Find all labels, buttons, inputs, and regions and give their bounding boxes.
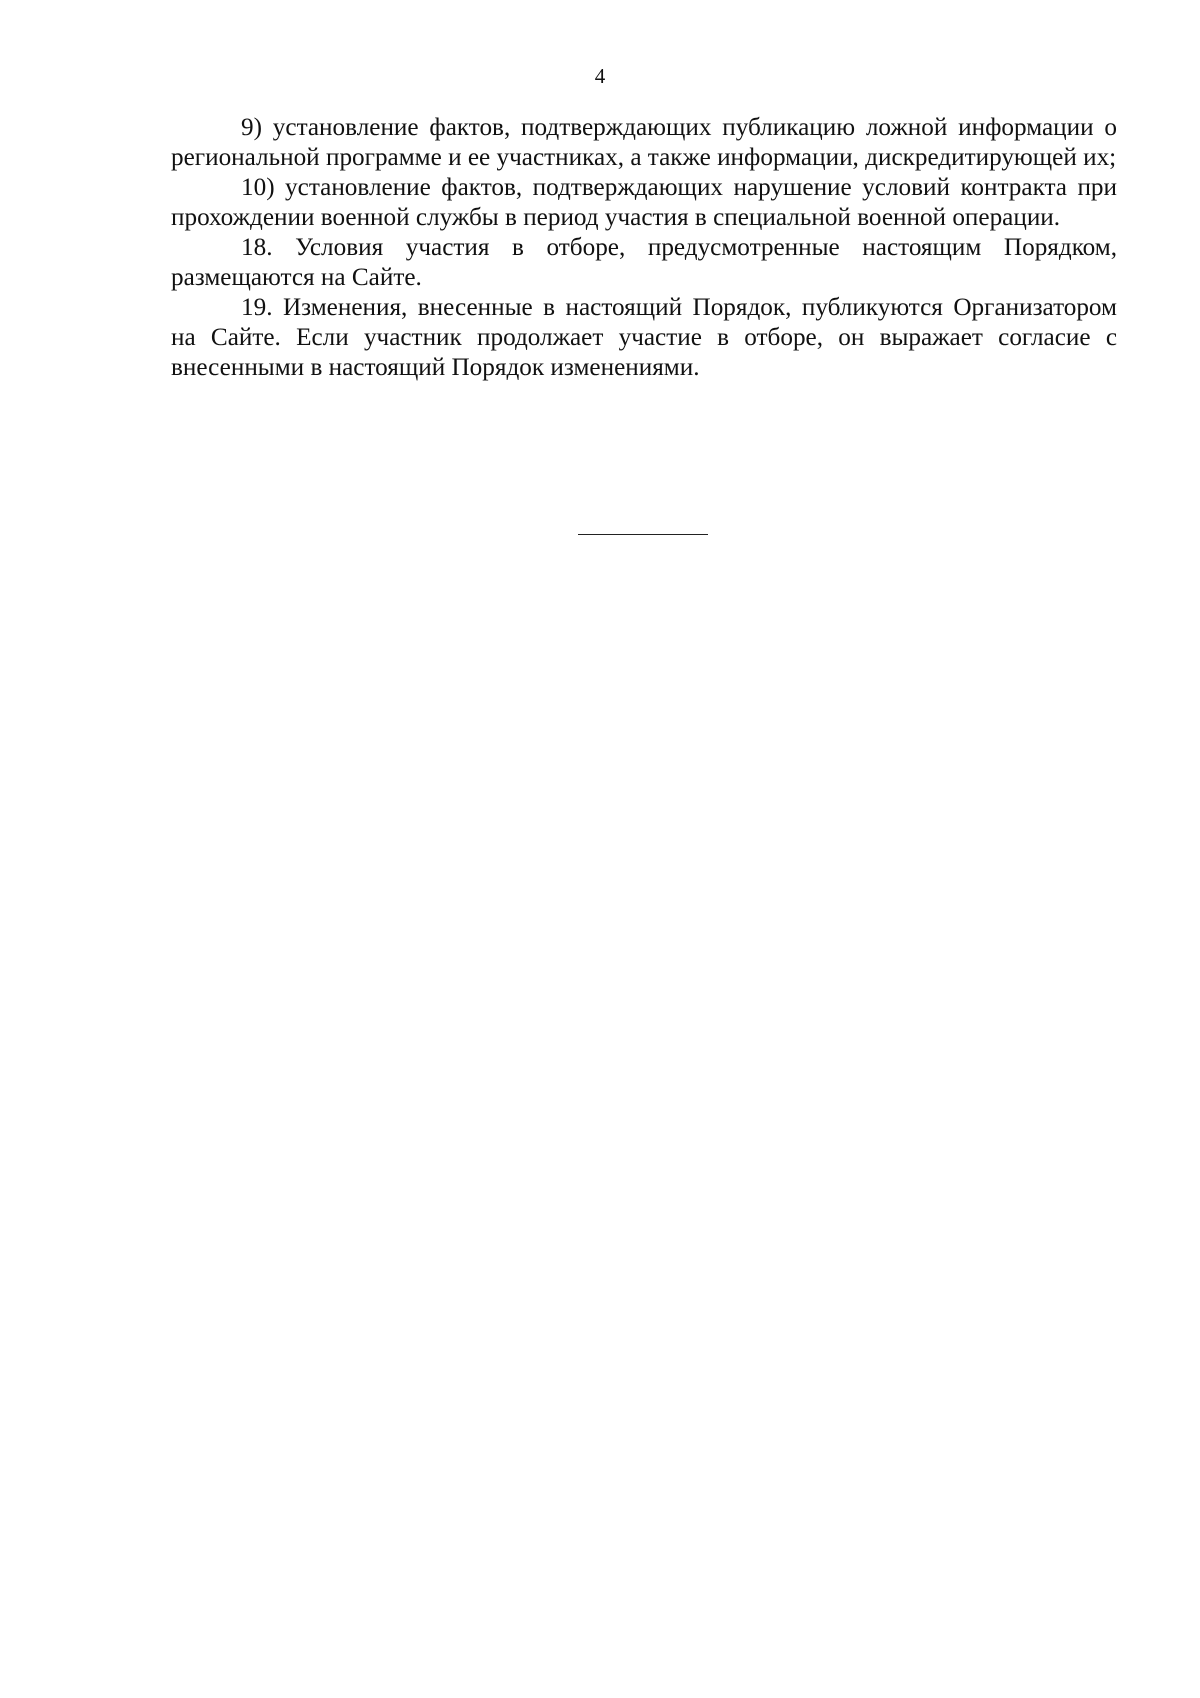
- end-separator-line: [578, 534, 708, 535]
- paragraph-item-10: 10) установление фактов, подтверждающих нарушение условий контракта при прохождении военной службы в период участия в специальной военной операции.: [171, 174, 1117, 231]
- paragraph-item-9: 9) установление фактов, подтверждающих публикацию ложной информации о региональной программе и ее участниках, а также информации, дискредитирующей их;: [171, 114, 1117, 171]
- page-number: 4: [594, 64, 606, 88]
- paragraph-clause-19: 19. Изменения, внесенные в настоящий Порядок, публикуются Организатором на Сайте. Если участник продолжает участие в отборе, он выражает согласие с внесенными в настоящий Порядок изменениями.: [171, 294, 1117, 381]
- document-body: [171, 113, 1117, 383]
- paragraph-clause-18: 18. Условия участия в отборе, предусмотренные настоящим Порядком, размещаются на Сайте.: [171, 234, 1117, 291]
